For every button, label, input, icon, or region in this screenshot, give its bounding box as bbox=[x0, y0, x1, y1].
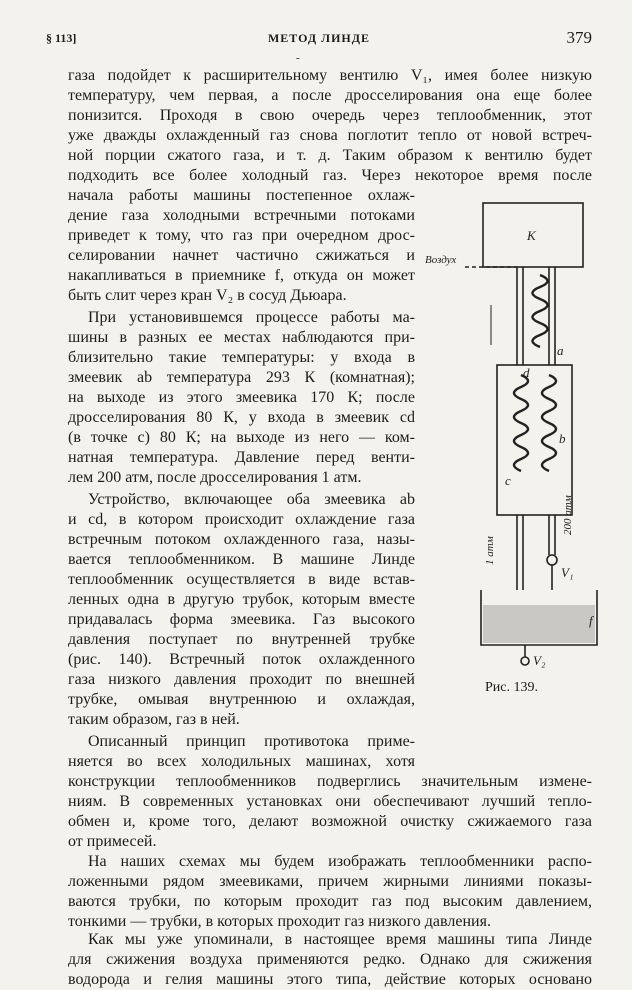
coil-cd bbox=[514, 375, 528, 471]
label-V2: V₂ bbox=[533, 653, 546, 668]
page-header bbox=[46, 28, 592, 50]
text-line: Как мы уже упоминали, в настоящее время машины типа Линде bbox=[88, 931, 592, 948]
figure-caption: Рис. 139. bbox=[485, 680, 538, 695]
valve-v2 bbox=[521, 657, 529, 665]
label-b: b bbox=[559, 431, 566, 446]
section-number: § 113] bbox=[46, 31, 77, 45]
text-line: от примесей. bbox=[68, 833, 157, 850]
label-1atm: 1 атм bbox=[484, 536, 496, 565]
text-line: придавалась форма змеевика. Газ высокого bbox=[68, 611, 415, 628]
text-line: конструкции теплообменников подверглись значительным измене- bbox=[68, 773, 592, 790]
text-line: понизится. Проходя в свою очередь через теплообменник, этот bbox=[68, 107, 592, 124]
text-line: начала работы машины постепенное охлаж- bbox=[68, 187, 415, 204]
text-line: ленных одна в другую трубок, которым вместе bbox=[68, 591, 415, 608]
text-line: вается теплообменником. В машине Линде bbox=[68, 551, 415, 568]
text-line: лем 200 атм, после дросселирования 1 атм. bbox=[68, 469, 362, 486]
header-dash: - bbox=[296, 52, 300, 64]
text-line: тонкими — трубки, в которых проходит газ низкого давления. bbox=[68, 913, 491, 930]
text-line: подходить все более холодный газ. Через некоторое время после bbox=[68, 167, 592, 184]
text-line: газа низкого давления проходит по внешней bbox=[68, 671, 415, 688]
text-line: трубке, омывая внутреннюю и охлаждая, bbox=[68, 691, 415, 708]
label-f: f bbox=[589, 613, 593, 628]
text-line: натная температура. Давление перед венти- bbox=[68, 449, 415, 466]
text-line: Устройство, включающее оба змеевика ab bbox=[88, 491, 415, 508]
text-line: приведет к тому, что газ при очередном дрос- bbox=[68, 227, 415, 244]
text-line: няется во всех холодильных машинах, хотя bbox=[68, 753, 415, 770]
text-line: ложенными рядом змеевиками, причем жирными линиями показы- bbox=[68, 873, 592, 890]
text-line: дение газа холодными встречными потоками bbox=[68, 207, 415, 224]
text-line: уже дважды охлажденный газ снова поглотит тепло от новой встреч- bbox=[68, 127, 592, 144]
upper-coil bbox=[533, 275, 548, 347]
text-line: давления поступает по внутренней трубке bbox=[68, 631, 415, 648]
text-line: При установившемся процессе работы ма- bbox=[88, 309, 415, 326]
label-K: K bbox=[527, 228, 536, 243]
label-V1: V₁ bbox=[561, 565, 574, 580]
text-line: теплообменник осуществляется в виде встав- bbox=[68, 571, 415, 588]
text-line: для сжижения воздуха применяются редко. Однако для сжижения bbox=[68, 951, 592, 968]
linde-machine-figure bbox=[425, 195, 605, 695]
coil-ab bbox=[542, 375, 556, 471]
text-line: ниям. В современных установках они обеспечивают лучший тепло- bbox=[68, 793, 592, 810]
text-line: дросселирования 80 К, у входа в змеевик cd bbox=[68, 409, 415, 426]
liquid-fill bbox=[483, 605, 595, 643]
text-line: таким образом, газ в ней. bbox=[68, 711, 240, 728]
text-line: и cd, в котором происходит охлаждение газа bbox=[68, 511, 415, 528]
text-line: газа подойдет к расширительному вентилю V₁, имея более низкую bbox=[68, 67, 592, 84]
label-200atm: 200 атм bbox=[562, 495, 574, 535]
text-line: (рис. 140). Встречный поток охлажденного bbox=[68, 651, 415, 668]
page-number: 379 bbox=[566, 28, 592, 47]
text-line: На наших схемах мы будем изображать теплообменники распо- bbox=[88, 853, 592, 870]
text-line: змеевик ab температура 293 К (комнатная); bbox=[68, 369, 415, 386]
text-line: быть слит через кран V₂ в сосуд Дьюара. bbox=[68, 287, 347, 304]
label-a: a bbox=[557, 343, 564, 358]
valve-v1 bbox=[547, 555, 557, 565]
text-line: обмен и, кроме того, делают возможной очистку сжижаемого газа bbox=[68, 813, 592, 830]
text-line: Описанный принцип противотока приме- bbox=[88, 733, 415, 750]
text-line: селировании начнет частично сжижаться и bbox=[68, 247, 415, 264]
text-line: температуру, чем первая, а после дросселирования она еще более bbox=[68, 87, 592, 104]
text-line: (в точке c) 80 К; на выходе из него — ком- bbox=[68, 429, 415, 446]
text-line: встречным потоком охлажденного газа, назы- bbox=[68, 531, 415, 548]
text-line: близительно такие температуры: у входа в bbox=[68, 349, 415, 366]
text-line: на выходе из этого змеевика 170 К; после bbox=[68, 389, 415, 406]
label-air: Воздух bbox=[425, 254, 457, 266]
running-title: МЕТОД ЛИНДЕ bbox=[267, 31, 371, 45]
label-c: c bbox=[505, 473, 511, 488]
text-line: шины в разных ее местах наблюдаются при- bbox=[68, 329, 415, 346]
text-line: водорода и гелия машины этого типа, действие которых основано bbox=[68, 971, 592, 988]
text-line: ваются трубки, по которым проходит газ под высоким давлением, bbox=[68, 893, 592, 910]
text-line: ной порции сжатого газа, и т. д. Таким образом к вентилю будет bbox=[68, 147, 592, 164]
text-line: накапливаться в приемнике f, откуда он может bbox=[68, 267, 415, 284]
label-d: d bbox=[523, 365, 530, 380]
